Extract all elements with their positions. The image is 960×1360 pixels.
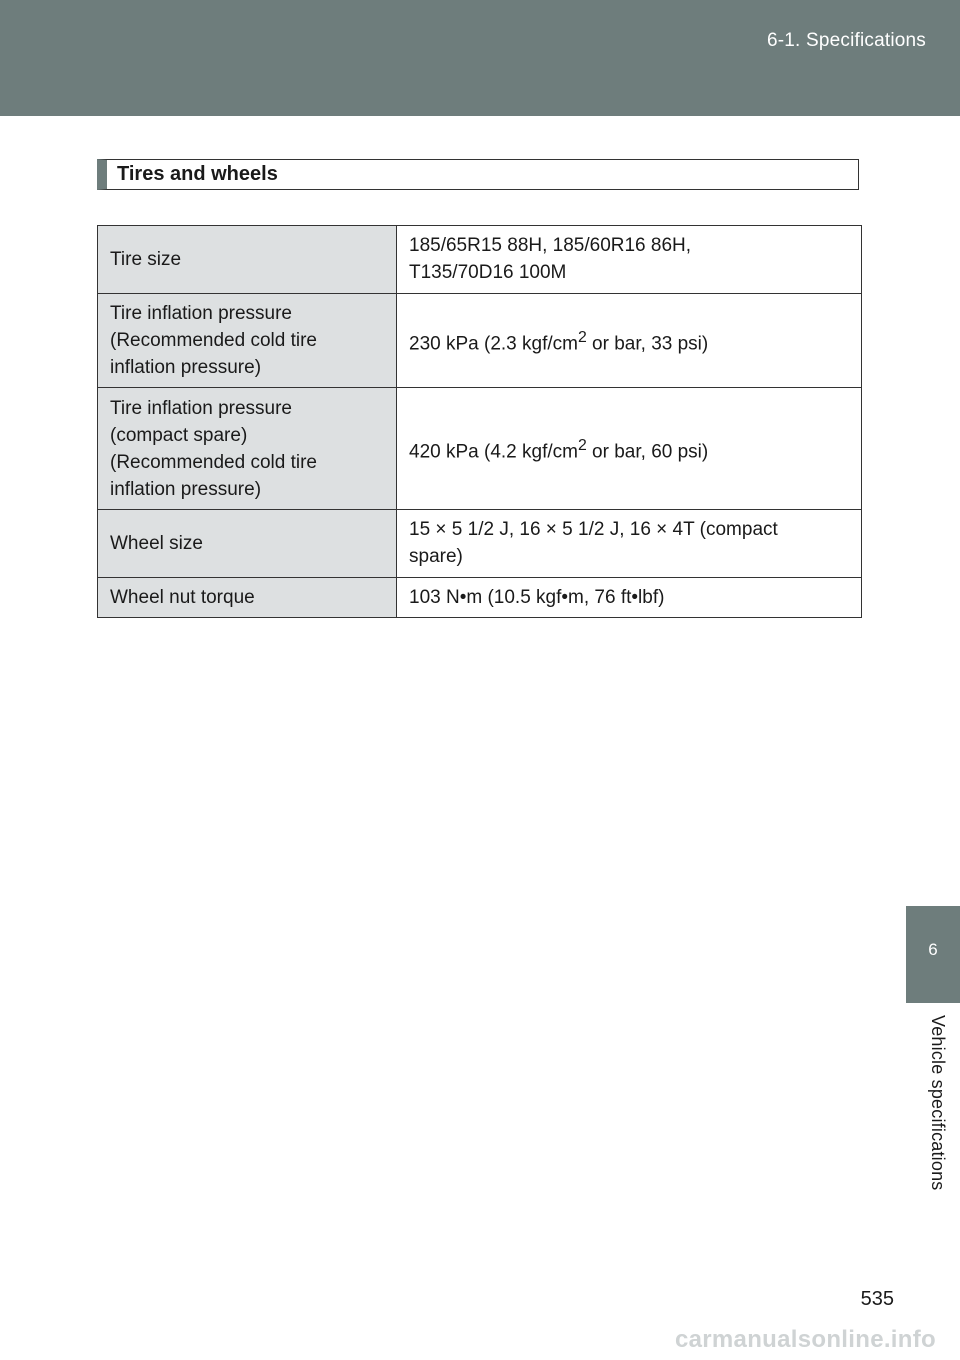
row-label: Tire size xyxy=(98,226,397,294)
chapter-tab xyxy=(906,906,960,1003)
table-row xyxy=(98,388,862,510)
row-label: Wheel nut torque xyxy=(98,578,397,618)
row-value: 230 kPa (2.3 kgf/$cm^2$ or bar, 33 psi) xyxy=(397,294,862,388)
row-label: Tire inflation pressure (Recommended cold tire inflation pressure) xyxy=(98,294,397,388)
header-band xyxy=(0,0,960,116)
chapter-number: 6 xyxy=(928,940,938,959)
row-value: 15 × 5 1/2 J, 16 × 5 1/2 J, 16 × 4T (compact spare) xyxy=(397,510,862,578)
row-label: Tire inflation pressure (compact spare) (Recommended cold tire inflation pressure) xyxy=(98,388,397,510)
row-value: 103 N•m (10.5 kgf•m, 76 ft•lbf) xyxy=(397,578,862,618)
table-row xyxy=(98,226,862,294)
table-row xyxy=(98,294,862,388)
table-row xyxy=(98,510,862,578)
section-title: 6-1. Specifications xyxy=(766,30,926,51)
watermark: carmanualsonline.info xyxy=(674,1326,936,1353)
section-heading-text: Tires and wheels xyxy=(117,163,278,185)
page-number: 535 xyxy=(860,1288,894,1310)
chapter-label: Vehicle specifications xyxy=(928,1015,948,1191)
specifications-table xyxy=(97,225,862,618)
row-value: 420 kPa (4.2 kgf/$cm^2$ or bar, 60 psi) xyxy=(397,388,862,510)
row-label: Wheel size xyxy=(98,510,397,578)
section-heading xyxy=(97,159,859,190)
row-value: 185/65R15 88H, 185/60R16 86H, T135/70D16 100M xyxy=(397,226,862,294)
table-row xyxy=(98,578,862,618)
